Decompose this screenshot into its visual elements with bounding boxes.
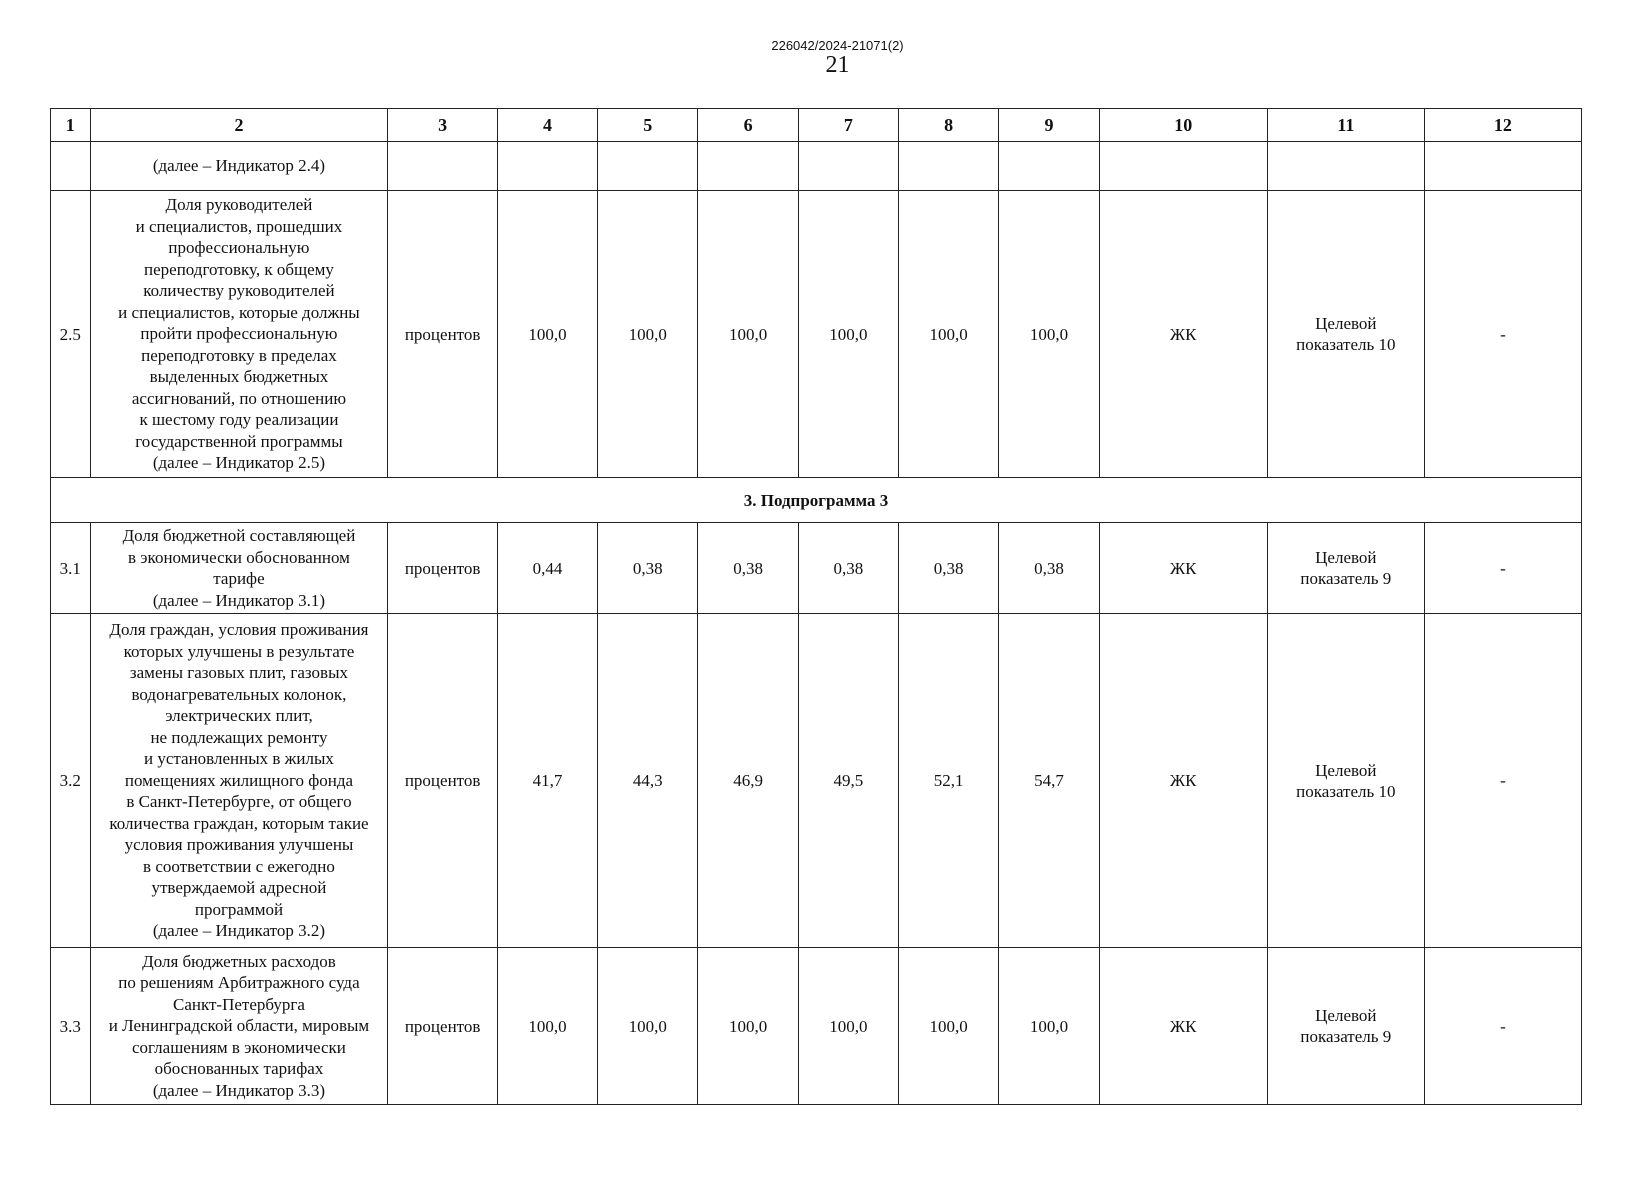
column-header: 4 bbox=[497, 109, 597, 142]
column-header: 1 bbox=[51, 109, 91, 142]
cell-note: - bbox=[1424, 948, 1581, 1105]
cell-indicator-name: Доля руководителей и специалистов, прошедших профессиональную переподготовку, к общему количеству руководителей и специалистов, которые должны пройти профессиональную переподготовку в пределах выделенных бюджетных ассигнований, по отношению к шестому году реализации государственной программы (далее – Индикатор 2.5) bbox=[90, 191, 388, 478]
cell-indicator-name: (далее – Индикатор 2.4) bbox=[90, 142, 388, 191]
cell-value: 100,0 bbox=[698, 191, 798, 478]
cell-value: 0,38 bbox=[598, 523, 698, 614]
column-header: 7 bbox=[798, 109, 898, 142]
section-header-row bbox=[51, 478, 1582, 523]
cell-value: 100,0 bbox=[698, 948, 798, 1105]
cell-target bbox=[1267, 142, 1424, 191]
column-header: 6 bbox=[698, 109, 798, 142]
cell-unit: процентов bbox=[388, 523, 497, 614]
cell-value bbox=[698, 142, 798, 191]
cell-value: 100,0 bbox=[999, 191, 1099, 478]
cell-value bbox=[497, 142, 597, 191]
cell-value bbox=[899, 142, 999, 191]
cell-value: 100,0 bbox=[798, 948, 898, 1105]
cell-unit: процентов bbox=[388, 614, 497, 948]
cell-note: - bbox=[1424, 614, 1581, 948]
cell-unit: процентов bbox=[388, 191, 497, 478]
cell-value: 0,44 bbox=[497, 523, 597, 614]
cell-value: 44,3 bbox=[598, 614, 698, 948]
column-header: 3 bbox=[388, 109, 497, 142]
cell-number: 2.5 bbox=[51, 191, 91, 478]
column-header: 8 bbox=[899, 109, 999, 142]
cell-number: 3.3 bbox=[51, 948, 91, 1105]
column-header: 12 bbox=[1424, 109, 1581, 142]
cell-note: - bbox=[1424, 191, 1581, 478]
cell-note bbox=[1424, 142, 1581, 191]
cell-target: Целевой показатель 9 bbox=[1267, 523, 1424, 614]
cell-value: 0,38 bbox=[899, 523, 999, 614]
column-header: 5 bbox=[598, 109, 698, 142]
cell-indicator-name: Доля бюджетной составляющей в экономически обоснованном тарифе (далее – Индикатор 3.1) bbox=[90, 523, 388, 614]
cell-indicator-name: Доля бюджетных расходов по решениям Арбитражного суда Санкт-Петербурга и Ленинградской области, мировым соглашениям в экономически обоснованных тарифах (далее – Индикатор 3.3) bbox=[90, 948, 388, 1105]
cell-source: ЖК bbox=[1099, 191, 1267, 478]
cell-indicator-name: Доля граждан, условия проживания которых улучшены в результате замены газовых плит, газовых водонагревательных колонок, электрических плит, не подлежащих ремонту и установленных в жилых помещениях жилищного фонда в Санкт-Петербурге, от общего количества граждан, которым такие условия проживания улучшены в соответствии с ежегодно утверждаемой адресной программой (далее – Индикатор 3.2) bbox=[90, 614, 388, 948]
cell-note: - bbox=[1424, 523, 1581, 614]
cell-value: 46,9 bbox=[698, 614, 798, 948]
cell-source: ЖК bbox=[1099, 614, 1267, 948]
indicators-table bbox=[50, 108, 1582, 1105]
cell-unit: процентов bbox=[388, 948, 497, 1105]
indicators-table-container bbox=[50, 108, 1582, 1105]
cell-unit bbox=[388, 142, 497, 191]
cell-value bbox=[999, 142, 1099, 191]
table-row bbox=[51, 523, 1582, 614]
cell-target: Целевой показатель 9 bbox=[1267, 948, 1424, 1105]
table-row-continuation bbox=[51, 142, 1582, 191]
cell-value: 100,0 bbox=[798, 191, 898, 478]
column-header: 9 bbox=[999, 109, 1099, 142]
cell-value: 100,0 bbox=[899, 191, 999, 478]
cell-value: 52,1 bbox=[899, 614, 999, 948]
cell-value: 54,7 bbox=[999, 614, 1099, 948]
cell-target: Целевой показатель 10 bbox=[1267, 191, 1424, 478]
section-title: 3. Подпрограмма 3 bbox=[51, 478, 1582, 523]
cell-number: 3.2 bbox=[51, 614, 91, 948]
column-header: 2 bbox=[90, 109, 388, 142]
cell-source: ЖК bbox=[1099, 523, 1267, 614]
column-header: 10 bbox=[1099, 109, 1267, 142]
cell-value: 41,7 bbox=[497, 614, 597, 948]
cell-source: ЖК bbox=[1099, 948, 1267, 1105]
cell-value: 100,0 bbox=[598, 191, 698, 478]
cell-value: 100,0 bbox=[999, 948, 1099, 1105]
cell-value bbox=[798, 142, 898, 191]
cell-value: 0,38 bbox=[999, 523, 1099, 614]
cell-value: 100,0 bbox=[497, 191, 597, 478]
cell-value: 49,5 bbox=[798, 614, 898, 948]
column-number-header-row bbox=[51, 109, 1582, 142]
cell-source bbox=[1099, 142, 1267, 191]
page-number: 21 bbox=[825, 52, 850, 78]
cell-value: 100,0 bbox=[497, 948, 597, 1105]
cell-value: 0,38 bbox=[798, 523, 898, 614]
cell-value: 100,0 bbox=[899, 948, 999, 1105]
table-row bbox=[51, 948, 1582, 1105]
document-number: 226042/2024-21071(2) bbox=[771, 38, 904, 53]
cell-value: 0,38 bbox=[698, 523, 798, 614]
cell-number: 3.1 bbox=[51, 523, 91, 614]
cell-value: 100,0 bbox=[598, 948, 698, 1105]
cell-value bbox=[598, 142, 698, 191]
cell-target: Целевой показатель 10 bbox=[1267, 614, 1424, 948]
table-row bbox=[51, 191, 1582, 478]
cell-number bbox=[51, 142, 91, 191]
column-header: 11 bbox=[1267, 109, 1424, 142]
table-row bbox=[51, 614, 1582, 948]
